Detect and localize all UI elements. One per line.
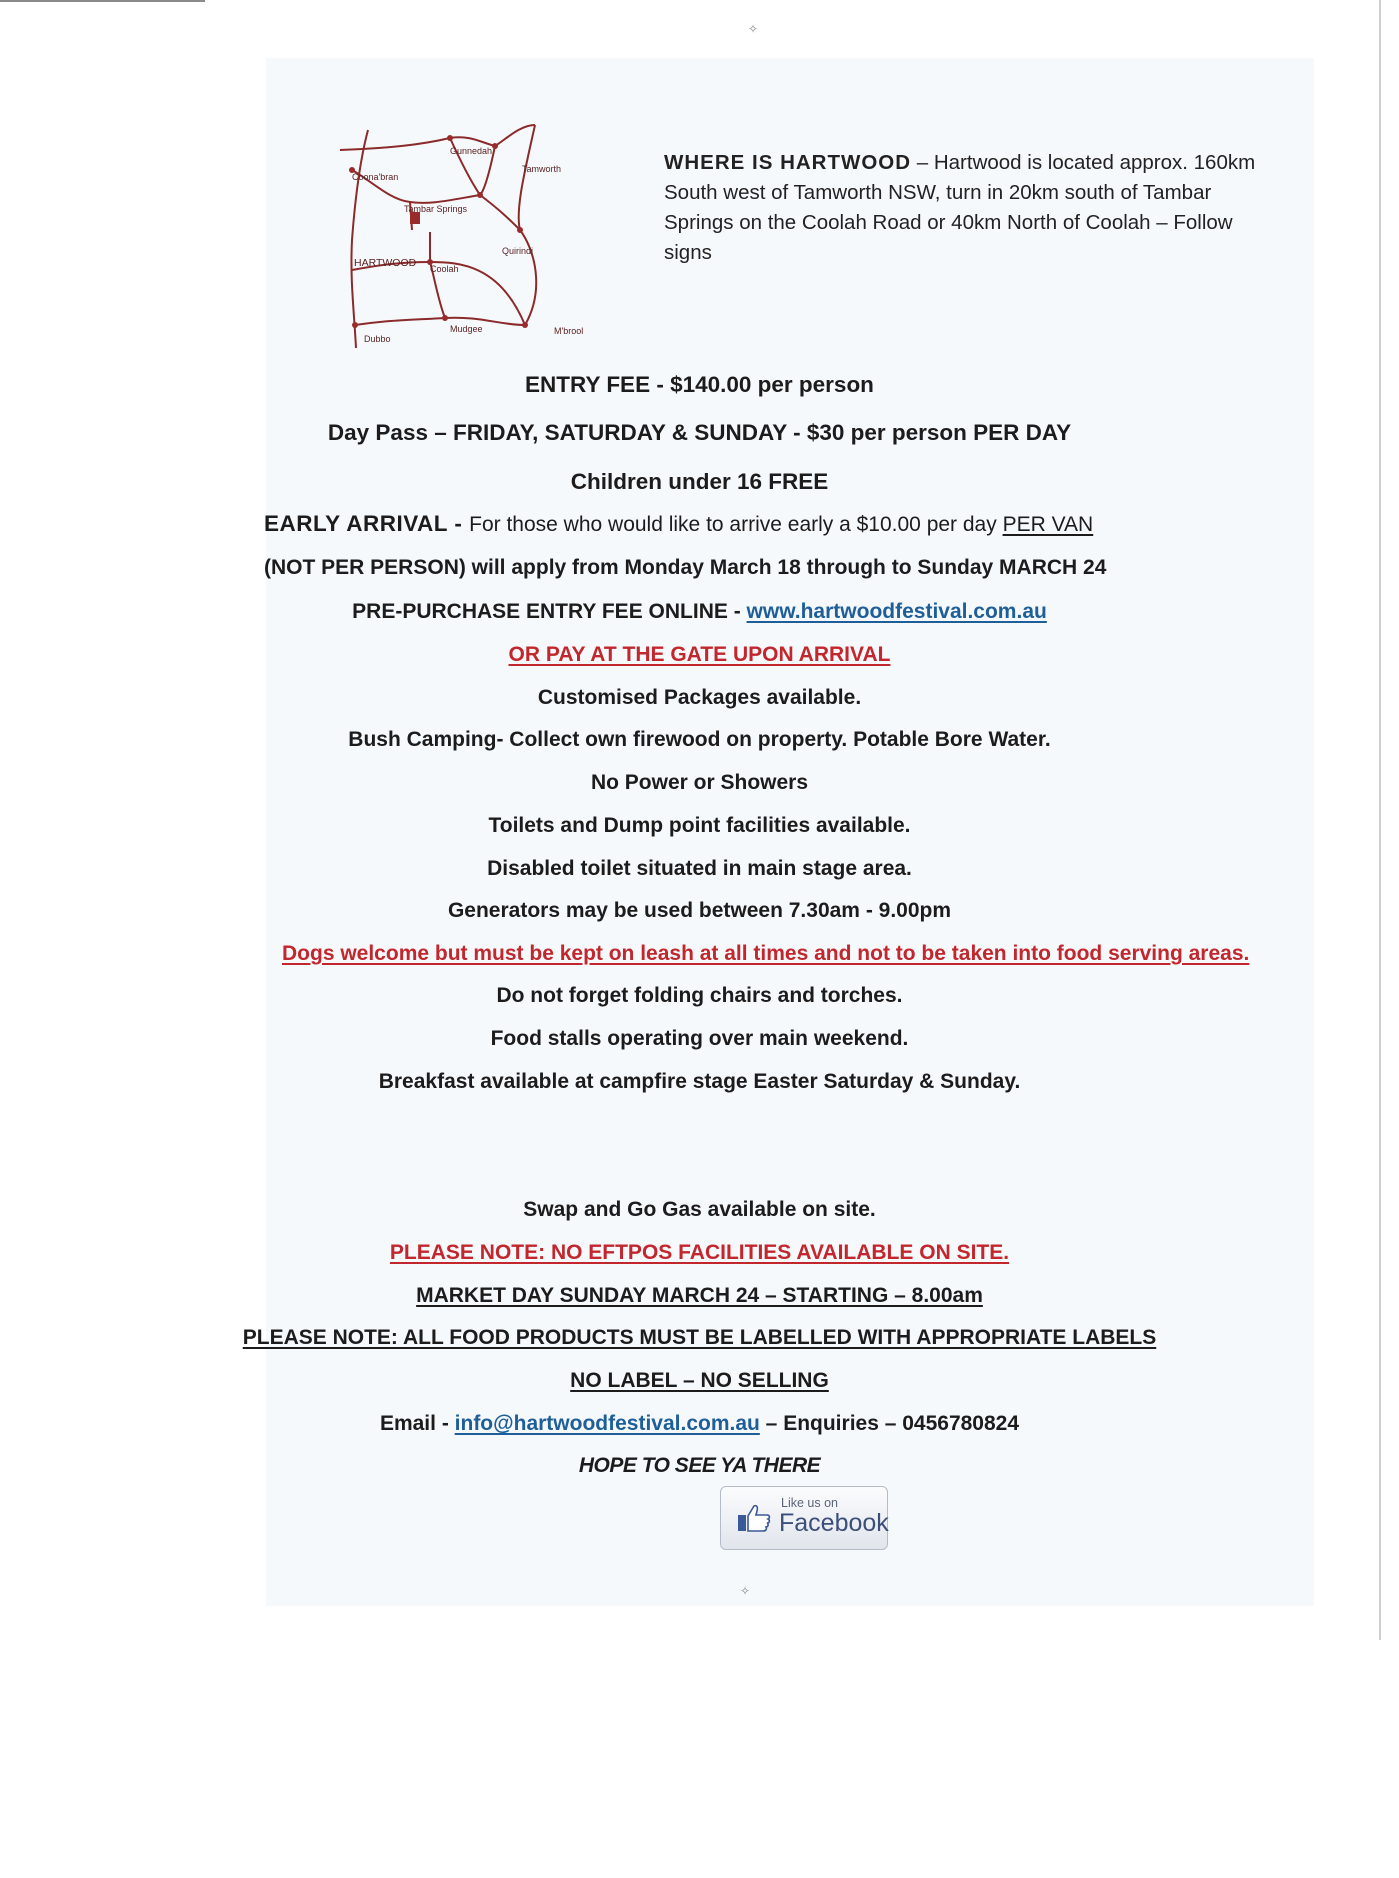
scan-edge-top [0,0,205,2]
day-pass: Day Pass – FRIDAY, SATURDAY & SUNDAY - $30 per person PER DAY [327,420,1072,445]
map-label-coonabran: Coona'bran [352,172,399,182]
scan-speck-top: ✧ [748,22,759,36]
enquiries-phone: – Enquiries – 0456780824 [759,1412,1020,1435]
map-label-tamworth: Tamworth [522,164,562,174]
prepurchase-label: PRE-PURCHASE ENTRY FEE ONLINE - [352,600,747,623]
where-is-hartwood-paragraph [664,148,1274,268]
early-arrival-label: EARLY ARRIVAL - [264,511,470,536]
where-heading: WHERE IS HARTWOOD [664,151,912,174]
dogs-notice: Dogs welcome but must be kept on leash at all times and not to be taken into food serving areas. [282,942,1250,965]
map-label-hartwood: HARTWOOD [354,257,417,269]
food-labels-notice: PLEASE NOTE: ALL FOOD PRODUCTS MUST BE LABELLED WITH APPROPRIATE LABELS [242,1326,1157,1349]
early-arrival-text: For those who would like to arrive early a $10.00 per day [469,513,1003,536]
prepurchase-line [0,600,1399,624]
thumbs-up-icon [737,1503,771,1533]
contact-line [0,1412,1399,1436]
per-van: PER VAN [1002,513,1094,536]
bush-camping: Bush Camping- Collect own firewood on property. Potable Bore Water. [348,728,1051,751]
map-label-dubbo: Dubbo [364,334,391,344]
map-label-mudgee: Mudgee [450,324,483,334]
disabled-toilet: Disabled toilet situated in main stage area. [487,857,912,880]
breakfast: Breakfast available at campfire stage Easter Saturday & Sunday. [378,1070,1021,1093]
market-day: MARKET DAY SUNDAY MARCH 24 – STARTING – 8.00am [416,1284,983,1307]
email-label: Email - [379,1412,455,1435]
toilets: Toilets and Dump point facilities available. [488,814,911,837]
no-power: No Power or Showers [590,771,809,794]
map-label-coolah: Coolah [430,264,459,274]
facebook-label: Facebook [779,1509,889,1537]
early-arrival-line [264,511,1093,537]
food-stalls: Food stalls operating over main weekend. [490,1027,909,1050]
no-eftpos-notice: PLEASE NOTE: NO EFTPOS FACILITIES AVAILABLE ON SITE. [389,1241,1010,1264]
location-map [330,120,600,352]
early-arrival-dates: (NOT PER PERSON) will apply from Monday March 18 through to Sunday MARCH 24 [264,556,1107,579]
hope-to-see-ya-there: HOPE TO SEE YA THERE [578,1454,821,1477]
map-label-quirindi: Quirindi [502,246,534,256]
where-text: Hartwood is located approx. 160km South west of Tamworth NSW, turn in 20km south of Tambar Springs on the Coolah Road or 40km North of Coolah – Follow signs [664,151,1256,264]
pay-at-gate: OR PAY AT THE GATE UPON ARRIVAL [508,643,891,666]
folding-chairs: Do not forget folding chairs and torches. [496,984,903,1007]
map-label-gunnedah: Gunnedah [450,146,493,156]
no-label-no-selling: NO LABEL – NO SELLING [570,1369,829,1392]
swap-and-go-gas: Swap and Go Gas available on site. [523,1198,876,1221]
facebook-like-button[interactable] [720,1486,888,1550]
customised-packages: Customised Packages available. [537,686,862,709]
scan-speck-bottom: ✧ [740,1584,751,1598]
children-free: Children under 16 FREE [570,469,829,494]
map-label-tambar-springs: Tambar Springs [404,204,468,214]
email-link[interactable]: info@hartwoodfestival.com.au [454,1412,760,1435]
generators: Generators may be used between 7.30am - 9.00pm [447,899,952,922]
where-dash: – [911,151,934,174]
map-label-mbrool: M'brool [554,326,584,336]
facebook-like-us-on: Like us on [781,1496,838,1510]
entry-fee: ENTRY FEE - $140.00 per person [525,372,874,397]
website-link[interactable]: www.hartwoodfestival.com.au [746,600,1047,623]
